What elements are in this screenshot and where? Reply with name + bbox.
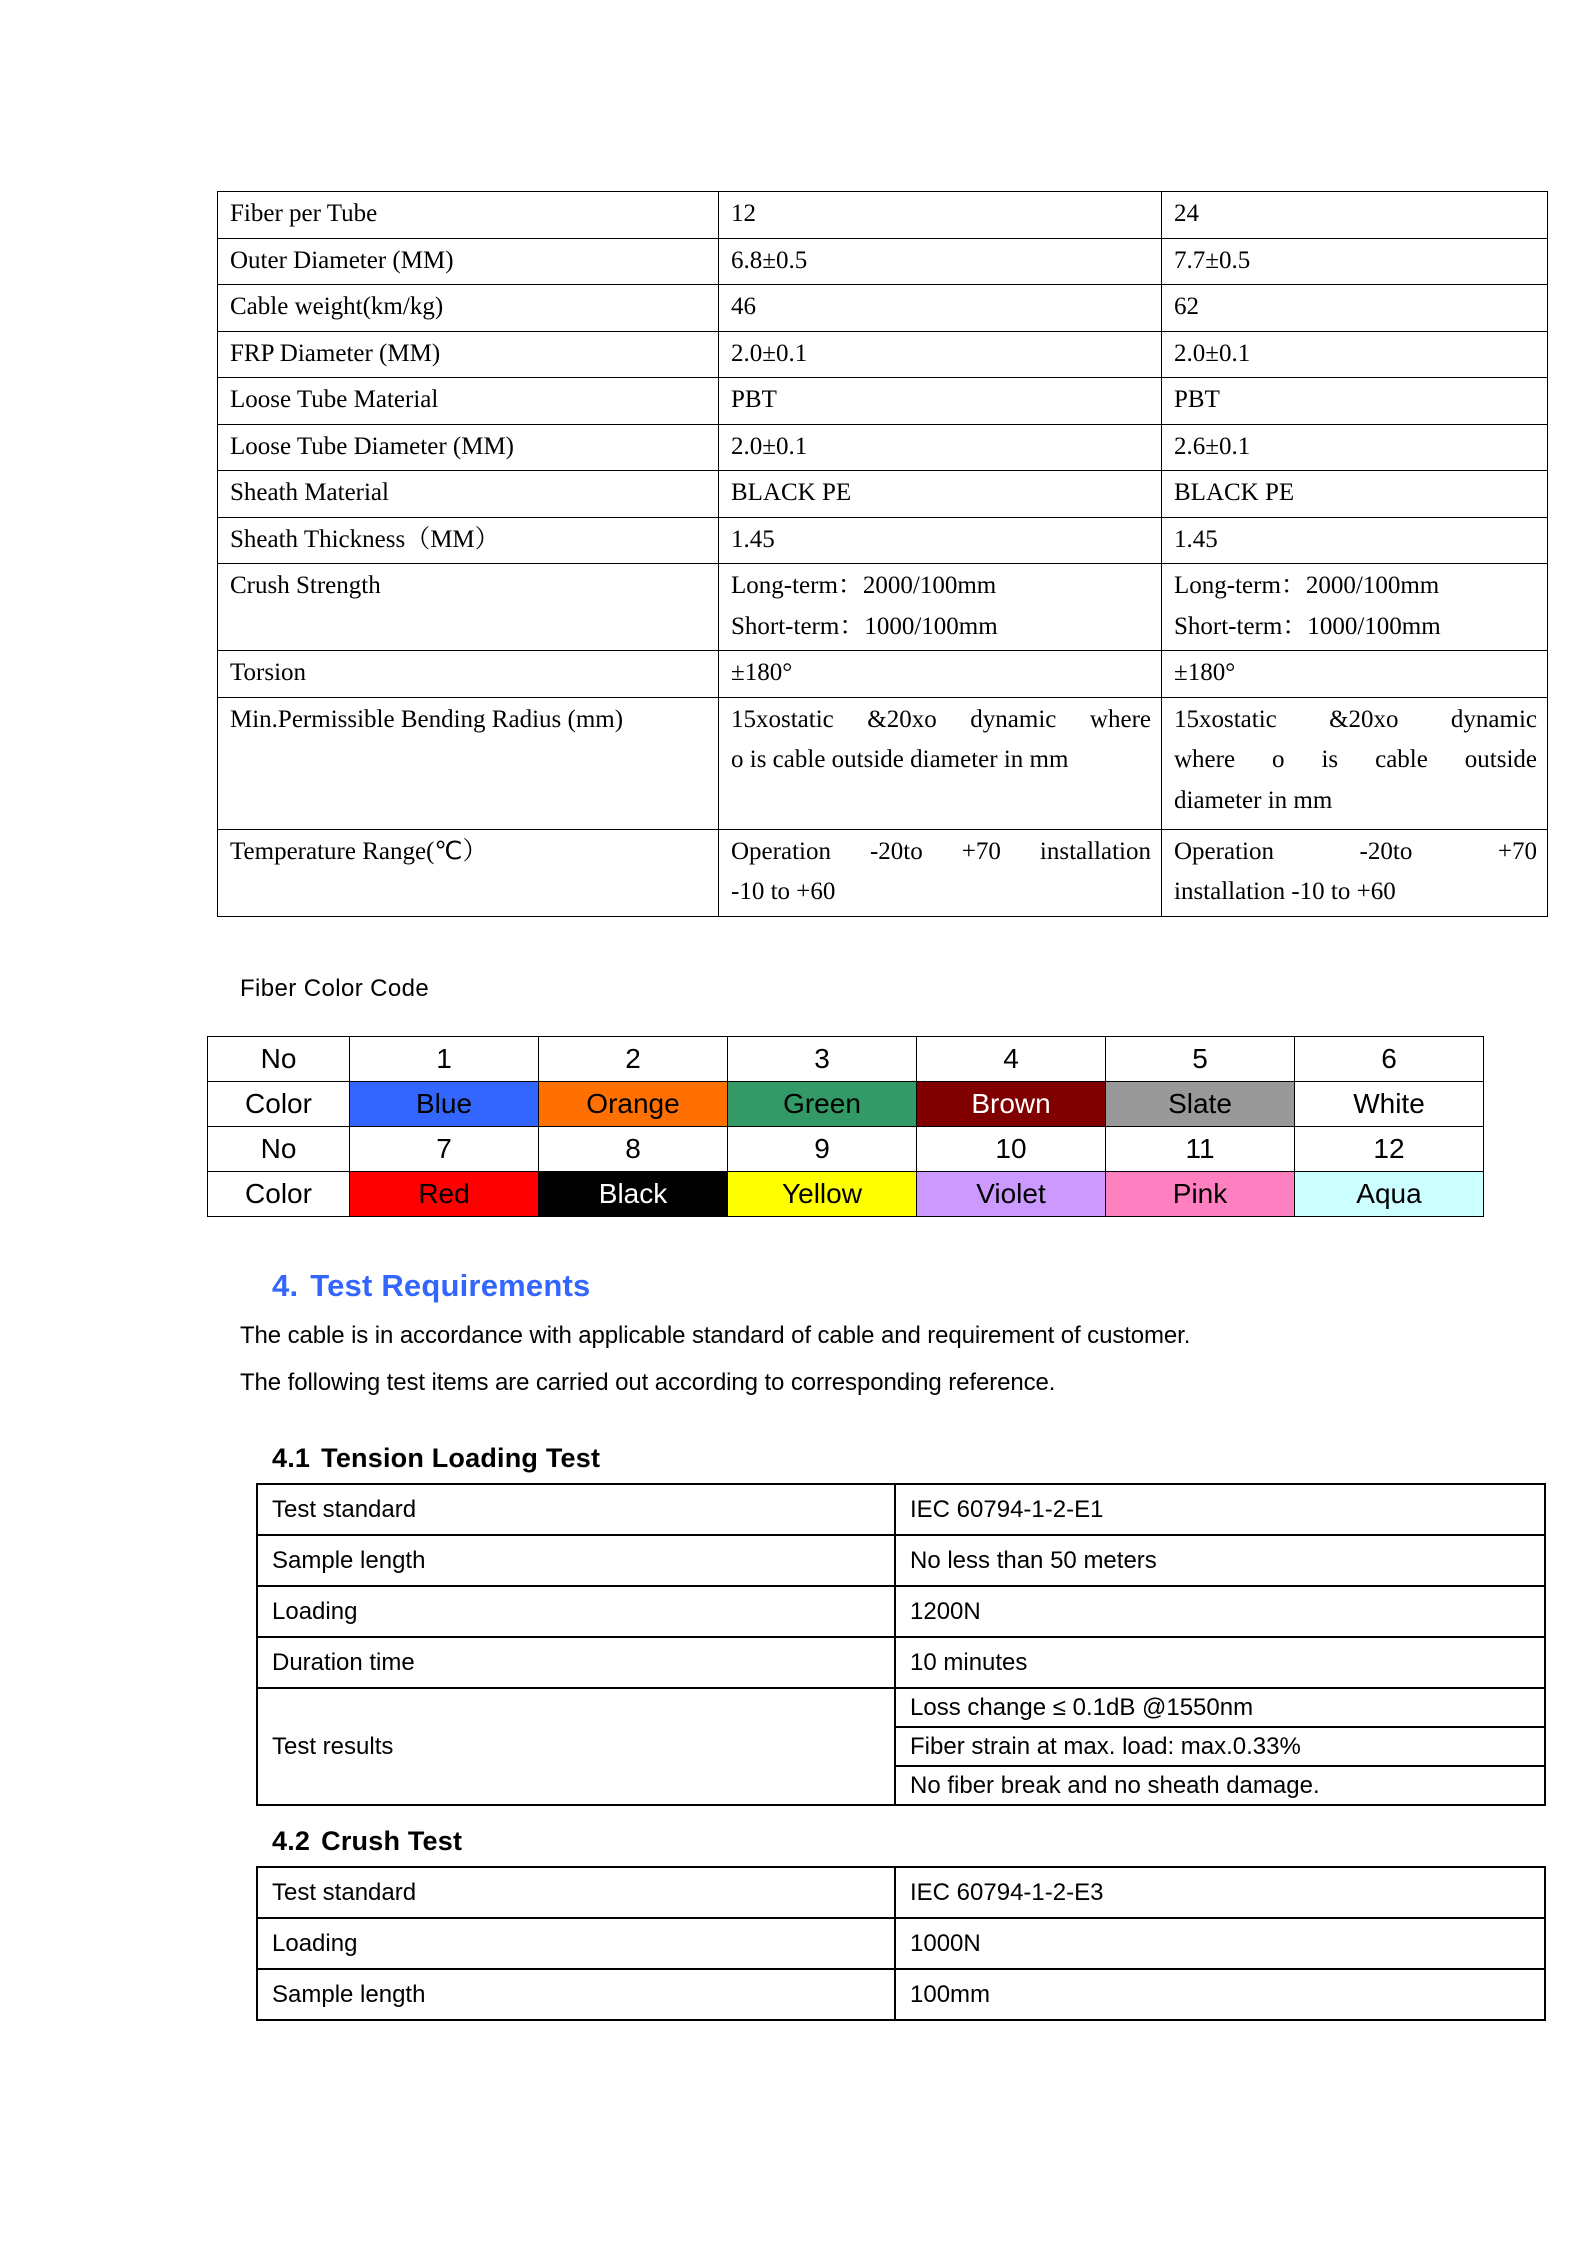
fiber-number-cell: 12 [1295, 1127, 1484, 1172]
cable-specification-table [217, 191, 1548, 917]
fiber-number-cell: 10 [917, 1127, 1106, 1172]
tension-loading-test-table [256, 1483, 1546, 1806]
test-value: 10 minutes [895, 1637, 1545, 1688]
spec-value-12f: 2.0±0.1 [719, 424, 1162, 471]
spec-value-24f: 62 [1162, 285, 1548, 332]
crush-test-table [256, 1866, 1546, 2021]
list-item [896, 1689, 1544, 1727]
test-key: Sample length [257, 1535, 895, 1586]
spec-value-12f: 46 [719, 285, 1162, 332]
table-row-color-7-12 [208, 1172, 1484, 1217]
section-4-title: Test Requirements [310, 1268, 591, 1303]
test-value: 1200N [895, 1586, 1545, 1637]
fiber-number-cell: 9 [728, 1127, 917, 1172]
section-42-title: Crush Test [321, 1826, 463, 1856]
bend-radius-line: where o is cable outside [1174, 746, 1537, 773]
fiber-color-swatch-3: Green [728, 1082, 917, 1127]
fiber-color-swatch-4: Brown [917, 1082, 1106, 1127]
spec-value-12f [719, 829, 1162, 916]
spec-value-24f: ±180° [1162, 651, 1548, 698]
table-row [257, 1586, 1545, 1637]
table-row-test-results [257, 1688, 1545, 1805]
list-item [896, 1727, 1544, 1766]
spec-label: Loose Tube Diameter (MM) [218, 424, 719, 471]
fiber-number-cell: 11 [1106, 1127, 1295, 1172]
table-row [257, 1484, 1545, 1535]
spec-value-12f: 6.8±0.5 [719, 238, 1162, 285]
table-row [218, 331, 1548, 378]
spec-label: Min.Permissible Bending Radius (mm) [218, 697, 719, 829]
spec-label: Sheath Material [218, 471, 719, 518]
fiber-number-cell: 3 [728, 1037, 917, 1082]
table-row [218, 238, 1548, 285]
test-value: 1000N [895, 1918, 1545, 1969]
section-42-heading [272, 1826, 462, 1857]
test-value: IEC 60794-1-2-E3 [895, 1867, 1545, 1918]
row-header-no: No [208, 1127, 350, 1172]
spec-label: Sheath Thickness（MM） [218, 517, 719, 564]
section-41-heading [272, 1443, 600, 1474]
table-row [257, 1918, 1545, 1969]
spec-value-24f: PBT [1162, 378, 1548, 425]
temp-range-line: Operation -20to +70 [1174, 837, 1537, 865]
fiber-color-swatch-8: Black [539, 1172, 728, 1217]
table-row [218, 829, 1548, 916]
temp-range-line: Operation -20to +70 installation [731, 837, 1151, 865]
bend-radius-line: diameter in mm [1174, 786, 1333, 814]
test-key: Loading [257, 1918, 895, 1969]
table-row [218, 564, 1548, 651]
fiber-color-swatch-11: Pink [1106, 1172, 1295, 1217]
fiber-number-cell: 6 [1295, 1037, 1484, 1082]
test-key: Sample length [257, 1969, 895, 2020]
bend-radius-line: o is cable outside diameter in mm [731, 746, 1069, 773]
test-results-key: Test results [257, 1688, 895, 1805]
spec-value-24f: BLACK PE [1162, 471, 1548, 518]
table-row [257, 1637, 1545, 1688]
spec-value-24f [1162, 564, 1548, 651]
fiber-color-swatch-7: Red [350, 1172, 539, 1217]
spec-value-24f [1162, 829, 1548, 916]
test-result-line: Loss change ≤ 0.1dB @1550nm [896, 1689, 1544, 1727]
list-item [896, 1766, 1544, 1804]
table-row [218, 651, 1548, 698]
section-4-paragraph-2: The following test items are carried out according to corresponding reference. [240, 1369, 1056, 1396]
spec-label: Temperature Range(℃） [218, 829, 719, 916]
table-row-no-7-12 [208, 1127, 1484, 1172]
table-row [218, 424, 1548, 471]
fiber-color-swatch-9: Yellow [728, 1172, 917, 1217]
test-key: Duration time [257, 1637, 895, 1688]
test-key: Loading [257, 1586, 895, 1637]
table-row [218, 517, 1548, 564]
fiber-color-swatch-5: Slate [1106, 1082, 1295, 1127]
spec-value-12f: 2.0±0.1 [719, 331, 1162, 378]
fiber-color-swatch-1: Blue [350, 1082, 539, 1127]
section-41-number: 4.1 [272, 1443, 311, 1473]
section-4-heading [272, 1268, 590, 1304]
fiber-color-code-table [207, 1036, 1484, 1217]
spec-value-12f [719, 564, 1162, 651]
spec-value-12f: BLACK PE [719, 471, 1162, 518]
section-42-number: 4.2 [272, 1826, 311, 1856]
test-value: No less than 50 meters [895, 1535, 1545, 1586]
section-4-paragraph-1: The cable is in accordance with applicable standard of cable and requirement of customer. [240, 1322, 1191, 1349]
table-row-color-1-6 [208, 1082, 1484, 1127]
test-result-line: No fiber break and no sheath damage. [910, 1771, 1320, 1799]
test-key: Test standard [257, 1484, 895, 1535]
crush-short-term-24f: Short-term：1000/100mm [1174, 612, 1441, 640]
spec-label: Loose Tube Material [218, 378, 719, 425]
table-row [218, 471, 1548, 518]
spec-value-12f: PBT [719, 378, 1162, 425]
table-row [257, 1867, 1545, 1918]
spec-label: Fiber per Tube [218, 192, 719, 239]
crush-long-term-12f: Long-term：2000/100mm [731, 572, 997, 599]
table-row [218, 378, 1548, 425]
spec-value-12f [719, 697, 1162, 829]
spec-value-24f: 2.6±0.1 [1162, 424, 1548, 471]
fiber-number-cell: 5 [1106, 1037, 1295, 1082]
fiber-number-cell: 1 [350, 1037, 539, 1082]
row-header-no: No [208, 1037, 350, 1082]
test-result-line: Fiber strain at max. load: max.0.33% [896, 1727, 1544, 1766]
temp-range-line: installation -10 to +60 [1174, 878, 1396, 905]
fiber-number-cell: 7 [350, 1127, 539, 1172]
spec-value-12f: 1.45 [719, 517, 1162, 564]
fiber-number-cell: 8 [539, 1127, 728, 1172]
crush-long-term-24f: Long-term：2000/100mm [1174, 572, 1440, 599]
test-results-value-group [895, 1688, 1545, 1805]
spec-value-24f: 2.0±0.1 [1162, 331, 1548, 378]
spec-value-12f: 12 [719, 192, 1162, 239]
section-4-number: 4. [272, 1268, 299, 1303]
fiber-number-cell: 2 [539, 1037, 728, 1082]
spec-label: Torsion [218, 651, 719, 698]
table-row [257, 1535, 1545, 1586]
bend-radius-line: 15xostatic &20xo dynamic [1174, 705, 1537, 733]
fiber-color-swatch-12: Aqua [1295, 1172, 1484, 1217]
spec-value-12f: ±180° [719, 651, 1162, 698]
fiber-number-cell: 4 [917, 1037, 1106, 1082]
spec-label: Cable weight(km/kg) [218, 285, 719, 332]
section-41-title: Tension Loading Test [321, 1443, 601, 1473]
test-value: IEC 60794-1-2-E1 [895, 1484, 1545, 1535]
spec-value-24f [1162, 697, 1548, 829]
fiber-color-swatch-6: White [1295, 1082, 1484, 1127]
test-key: Test standard [257, 1867, 895, 1918]
crush-short-term-12f: Short-term：1000/100mm [731, 612, 998, 640]
table-row [218, 285, 1548, 332]
fiber-color-swatch-2: Orange [539, 1082, 728, 1127]
spec-value-24f: 7.7±0.5 [1162, 238, 1548, 285]
spec-label: Crush Strength [218, 564, 719, 651]
row-header-color: Color [208, 1172, 350, 1217]
table-row-no-1-6 [208, 1037, 1484, 1082]
fiber-color-code-title: Fiber Color Code [240, 975, 430, 1002]
table-row [218, 697, 1548, 829]
table-row [218, 192, 1548, 239]
temp-range-line: -10 to +60 [731, 878, 836, 905]
test-value: 100mm [895, 1969, 1545, 2020]
bend-radius-line: 15xostatic &20xo dynamic where [731, 705, 1151, 733]
spec-label: FRP Diameter (MM) [218, 331, 719, 378]
test-results-list [896, 1689, 1544, 1804]
row-header-color: Color [208, 1082, 350, 1127]
spec-value-24f: 1.45 [1162, 517, 1548, 564]
spec-label: Outer Diameter (MM) [218, 238, 719, 285]
table-row [257, 1969, 1545, 2020]
spec-value-24f: 24 [1162, 192, 1548, 239]
fiber-color-swatch-10: Violet [917, 1172, 1106, 1217]
